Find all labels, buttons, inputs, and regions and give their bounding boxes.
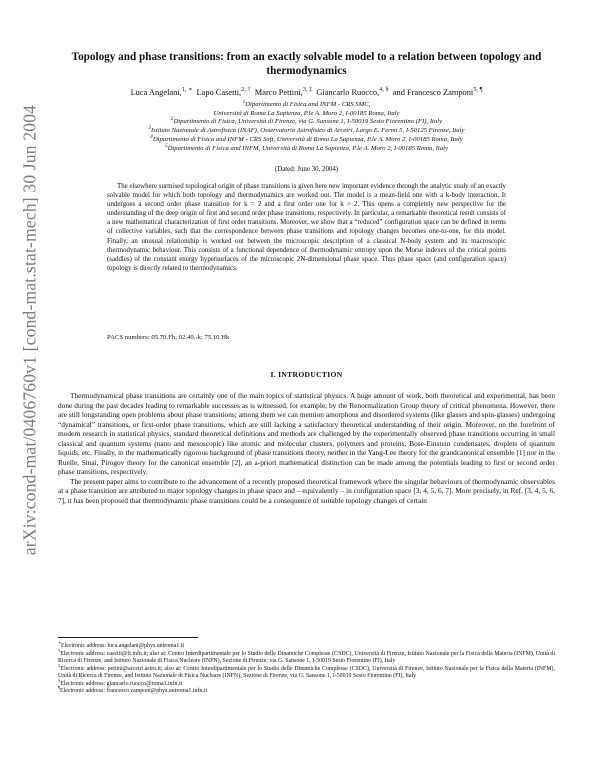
affiliation: $^2$Dipartimento di Fisica, Università di Firenze, via G. Sansone 1, I-50019 Sesto Fiorentino (FI), Italy [170,117,443,126]
affiliation-list [58,101,555,153]
footnotes [58,640,556,696]
affiliation: $^5$Dipartimento di Fisica and INFM, Università di Roma La Sapienza, P.le A. Moro 2, I-00185 Roma, Italy [165,143,448,152]
footnote: ∗Electronic address: luca.angelani@phys.uniroma1.it [58,640,185,649]
affiliation: $^3$Istituto Nazionale di Astrofisica (INAF), Osservatorio Astrofisico di Arcetri, Largo E. Fermi 5, I-50125 Firenze, Italy [148,125,465,135]
paragraph: The present paper aims to contribute to the advancement of a recently proposed theoretical framework where the singular behaviours of thermodynamic observables at a phase transition are attributed to major topology changes in phase space and – equivalently – in configuration space [3, 4, 5, 6, 7]. More precisely, in Ref. [3, 4, 5, 6, 7], it has been proposed that thermodynamic phase transitions could be a consequence of suitable topology changes of certain [58,476,555,505]
date-line: (Dated: June 30, 2004) [274,166,339,173]
affiliation: $^1$Dipartimento di Fisica and INFM - CRS SMC, [242,99,371,108]
author: Giancarlo Ruocco,$^{4, \S}$ [316,86,389,97]
body-text [58,391,555,505]
footnote: ¶Electronic address: francesco.zamponi@phys.uniroma1.infn.it [58,685,208,695]
paper-title: Topology and phase transitions: from an exactly solvable model to a relation between topology and thermodynamics [71,51,542,77]
author: and Francesco Zamponi$^{5, \P}$ [392,86,483,97]
author: Marco Pettini,$^{3, \ddagger}$ [254,86,313,97]
arxiv-side-stamp [10,0,50,776]
paragraph: Thermodynamical phase transitions are certainly one of the main topics of statistical physics. A huge amount of work, both theoretical and experimental, has been done during the past decades leading to remarkable successes as is witnessed, for example, by the Renormalization Group theory of critical phenomena. However, there are still longstanding open problems about phase transitions; among them we can mention amorphous and disordered systems (like glasses and spin-glasses) undergoing “dynamical” transitions, or first-order phase transitions, which are still lacking a satisfactory theoretical understanding of their origin. Moreover, on the forefront of modern research in statistical physics, standard theoretical definitions and methods are challenged by the experimentally observed phase transitions occurring in small classical and quantum systems (nano and mesoscopic) like atomic and molecular clusters, polymers and proteins, Bose-Einstein condensates, droplets of quantum liquids, etc. Finally, in the mathematically rigorous background of phase transitions theory, neither in the Yang-Lee theory for the grandcanonical ensemble [1] nor in the Ruelle, Sinai, Pirogov theory for the canonical ensemble [2], an a-priori mathematical distinction can be made among the potentials leading to first or second order phase transitions, respectively. [58,391,555,476]
affiliation: $^4$Dipartimento di Fisica and INFM - CRS Soft, Università di Roma La Sapienza, P.le A. Moro 2, I-00185 Roma, Italy [150,134,463,143]
footnote-rule [58,637,198,638]
affiliation: Università di Roma La Sapienza, P.le A. Moro 2, I-00185 Roma, Italy [213,109,400,117]
footnote: †Electronic address: casetti@fi.infn.it; also at: Centro Interdipartimentale per lo Studio delle Dinamiche Complesse (CSDC), Università di Firenze, Istituto Nazionale per la Fisica della Materia (INFM), Unità di Ricerca di Firenze, and Istituto Nazionale di Fisica Nucleare (INFN), Sezione di Firenze, via G. Sansone 1, I-50019 Sesto Fiorentino (FI), Italy [58,647,556,665]
author: Lapo Casetti,$^{2, \dagger}$ [196,86,251,97]
footnote: §Electronic address: giancarlo.ruocco@roma1.infn.it [58,677,183,687]
pacs-numbers: PACS numbers: 05.70.Fh; 02.40.-k; 75.10.Hk [107,334,230,341]
author: Luca Angelani,$^{1, ∗}$ [130,86,193,97]
author-list [58,88,555,98]
footnote: ‡Electronic address: pettini@arcetri.astro.it; also at: Centro Interdipartimentale per lo Studio delle Dinamiche Complesse (CSDC), Università di Firenze, Istituto Nazionale per la Fisica della Materia (INFM), Unità di Ricerca di Firenze, and Istituto Nazionale di Fisica Nucleare (INFN), Sezione di Firenze, via G. Sansone 1, I-50019 Sesto Fiorentino (FI), Italy [58,662,555,680]
arxiv-identifier: arXiv:cond-mat/0406760v1 [cond-mat.stat-mech] 30 Jun 2004 [19,104,40,556]
section-heading: I. INTRODUCTION [270,370,343,379]
abstract: The elsewhere surmised topological origin of phase transitions is given here new important evidence through the analytic study of an exactly solvable model for which both topology and thermodynamics are worked out. The model is a mean-field one with a k-body interaction. It undergoes a second order phase transition for k = 2 and a first order one for k > 2. This opens a completely new perspective for the understanding of the deep origin of first and second order phase transitions, respectively. In particular, a remarkable theoretical result consists of a new mathematical characterization of first order transitions. Moreover, we show that a “reduced” configuration space can be defined in terms of collective variables, such that the correspondence between phase transitions and topology changes becomes one-to-one, for this model. Finally, an unusual relationship is worked out between the microscopic description of a classical N-body system and its macroscopic thermodynamic behaviour. This consists of a functional dependence of thermodynamic entropy upon the Morse indexes of the critical points (saddles) of the constant energy hypersurfaces of the microscopic 2N-dimensional phase space. Thus phase space (and configuration space) topology is directly related to thermodynamics. [107,183,506,272]
